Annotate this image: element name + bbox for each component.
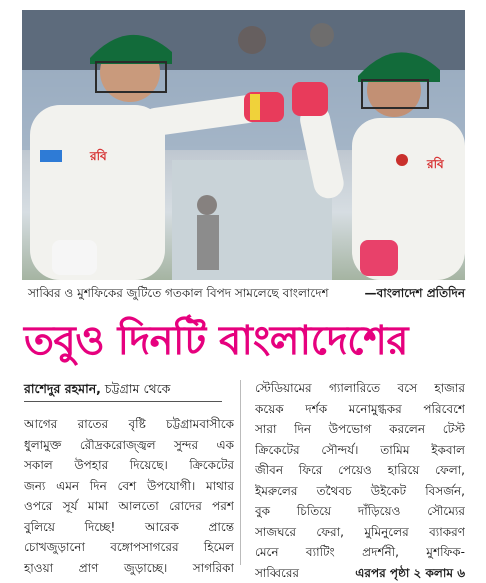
photo-crowd-figure <box>238 26 266 54</box>
byline <box>24 381 170 401</box>
jersey-sponsor-left: রবি <box>89 148 108 163</box>
jersey-badge-icon <box>40 150 62 162</box>
article-line: সকাল উপহার দিয়েছে। ক্রিকেটের <box>24 455 234 476</box>
article-line-prefix: সাব্বিরের <box>255 566 299 580</box>
byline-divider <box>24 401 222 402</box>
player-left-jersey <box>30 105 165 280</box>
article-line: মেনে ব্যাটিং প্রদর্শনী, মুশফিক- <box>255 542 465 563</box>
article-column-left <box>24 414 234 578</box>
article-line: বুলিয়ে দিচ্ছে! আরেক প্রান্তে <box>24 517 234 538</box>
article-column-right <box>255 378 465 583</box>
article-line: ধুলামুক্ত রৌদ্রকরোজ্জ্বল সুন্দর এক <box>24 435 234 456</box>
photo-caption <box>22 283 465 303</box>
player-left-bat-glove <box>52 240 97 275</box>
column-divider <box>240 380 241 565</box>
article-line: হাওয়া প্রাণ জুড়াচ্ছে। সাগরিকা <box>24 558 234 579</box>
news-photo <box>22 10 465 280</box>
byline-location: চট্টগ্রাম থেকে <box>105 381 170 396</box>
photo-crowd-figure <box>197 215 219 270</box>
article-line: সাজঘরে ফেরা, মুমিনুলের ব্যাকরণ <box>255 522 465 543</box>
photo-crowd-figure <box>310 23 334 47</box>
jersey-badge-icon <box>396 154 408 166</box>
article-line: সারা দিন উপভোগ করলেন টেস্ট <box>255 419 465 440</box>
continued-on-link[interactable]: এরপর পৃষ্ঠা ২ কলাম ৬ <box>355 563 465 583</box>
article-line: জন্য এমন দিন বেশ উপযোগী। মাথার <box>24 476 234 497</box>
article-line: স্টেডিয়ামের গ্যালারিতে বসে হাজার <box>255 378 465 399</box>
photo-crowd-figure <box>197 195 217 215</box>
article-line: ক্রিকেটের সৌন্দর্য। তামিম ইকবাল <box>255 440 465 461</box>
article-line: আগের রাতের বৃষ্টি চট্টগ্রামবাসীকে <box>24 414 234 435</box>
article-line: কয়েক দর্শক মনোমুগ্ধকর পরিবেশে <box>255 399 465 420</box>
photo-illustration <box>22 10 465 280</box>
article-line: বুক চিতিয়ে দাঁড়িয়েও সৌম্যের <box>255 501 465 522</box>
caption-credit: —বাংলাদেশ প্রতিদিন <box>365 283 465 303</box>
photo-seats <box>172 160 332 280</box>
article-line: ইমরুলের তথৈবচ উইকেট বিসর্জন, <box>255 481 465 502</box>
caption-text: সাব্বির ও মুশফিকের জুটিতে গতকাল বিপদ সামলেছে বাংলাদেশ <box>28 283 329 303</box>
player-right-glove <box>292 82 328 116</box>
headline: তবুও দিনটি বাংলাদেশের <box>24 308 464 374</box>
byline-author: রাশেদুর রহমান, <box>24 381 101 396</box>
player-left-glove-stripe <box>250 94 260 120</box>
article-line: ওপরে সূর্য মামা আলতো রোদের পরশ <box>24 496 234 517</box>
article-line: চোখজুড়ানো বঙ্গোপসাগরের হিমেল <box>24 537 234 558</box>
player-right-bat-glove <box>360 240 398 276</box>
article-line: জীবন ফিরে পেয়েও হারিয়ে ফেলা, <box>255 460 465 481</box>
jersey-sponsor-right: রবি <box>426 156 445 171</box>
